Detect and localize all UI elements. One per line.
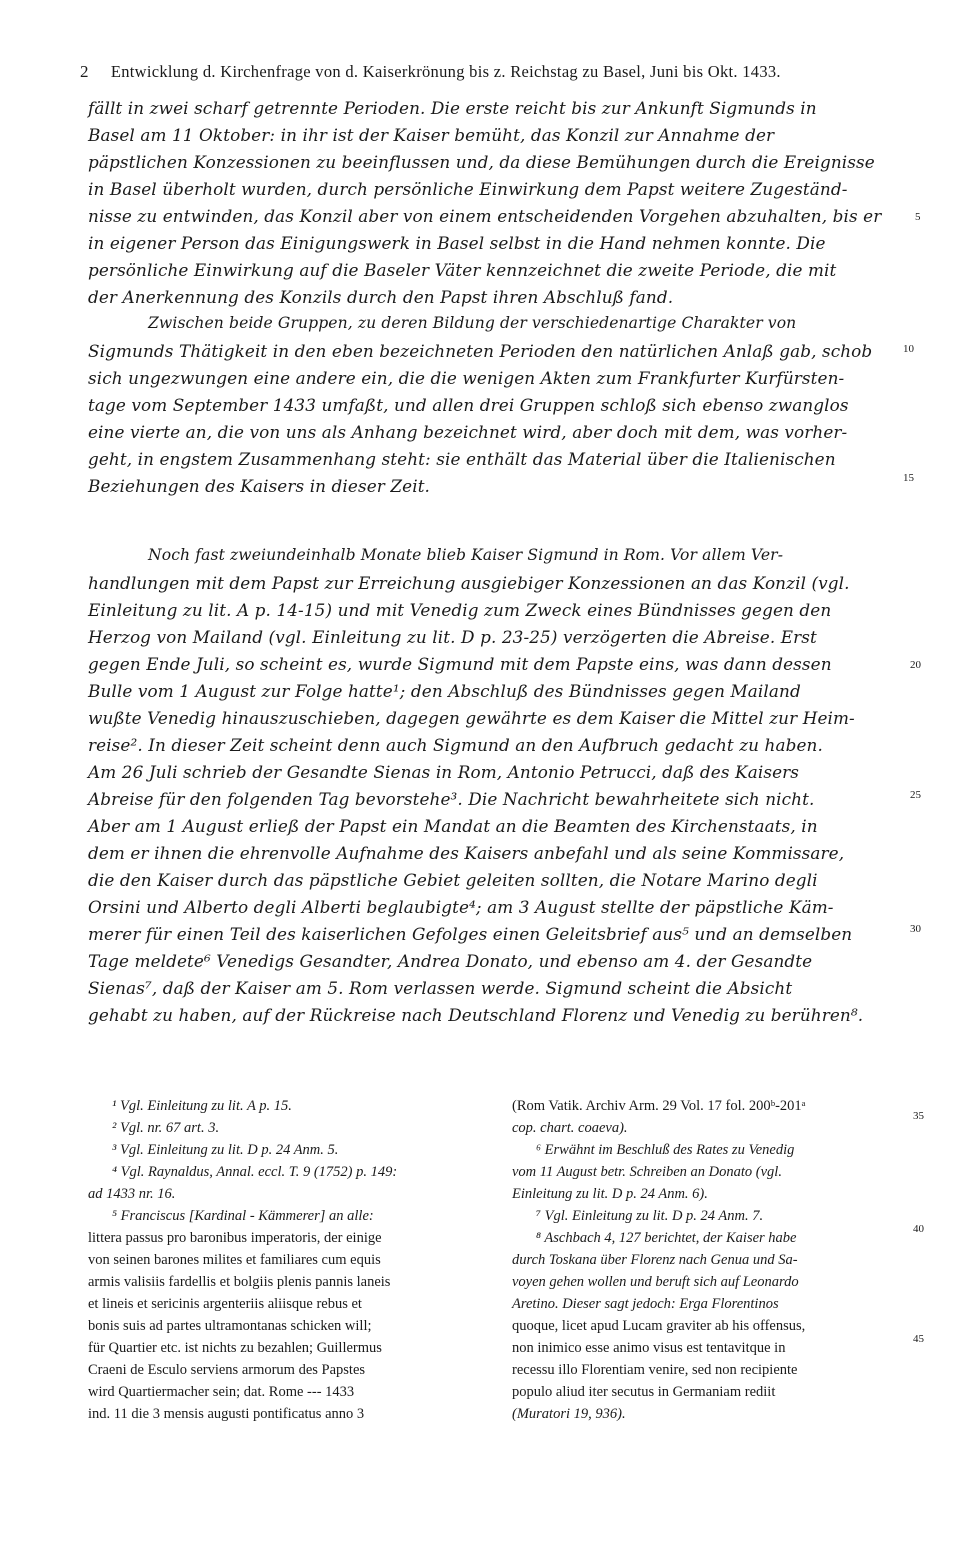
body-line: geht, in engstem Zusammenhang steht: sie enthält das Material über die Italienischen	[88, 449, 836, 469]
body-line: tage vom September 1433 umfaßt, und allen drei Gruppen schloß sich ebenso zwanglos	[88, 395, 849, 415]
footnote-line: wird Quartiermacher sein; dat. Rome --- 1433	[88, 1384, 355, 1400]
body-line: wußte Venedig hinauszuschieben, dagegen gewährte es dem Kaiser die Mittel zur Heim-	[88, 708, 855, 728]
footnote-line: ind. 11 die 3 mensis augusti pontificatus anno 3	[88, 1406, 365, 1422]
body-line: eine vierte an, die von uns als Anhang bezeichnet wird, aber doch mit dem, was vorher-	[88, 422, 848, 442]
body-line: Herzog von Mailand (vgl. Einleitung zu lit. D p. 23-25) verzögerten die Abreise. Erst	[88, 627, 817, 647]
footnote-line: bonis suis ad partes ultramontanas schicken will;	[88, 1318, 372, 1334]
line-number: 30	[910, 923, 921, 935]
body-line: Abreise für den folgenden Tag bevorstehe³. Die Nachricht bewahrheitete sich nicht.	[88, 789, 815, 809]
footnote-line: littera passus pro baronibus imperatoris, der einige	[88, 1230, 382, 1246]
footnote-line: armis valisiis fardellis et bolgiis plenis pannis laneis	[88, 1274, 391, 1290]
footnote-line: non inimico esse animo visus est tentavitque in	[512, 1340, 786, 1356]
footnote-line: ³ Vgl. Einleitung zu lit. D p. 24 Anm. 5.	[112, 1142, 339, 1158]
footnote-line: populo aliud iter secutus in Germaniam rediit	[512, 1384, 776, 1400]
footnote-line: Aretino. Dieser sagt jedoch: Erga Florentinos	[512, 1296, 779, 1312]
body-line: dem er ihnen die ehrenvolle Aufnahme des Kaisers anbefahl und als seine Kommissare,	[88, 843, 845, 863]
body-line: merer für einen Teil des kaiserlichen Gefolges einen Geleitsbrief aus⁵ und an demselben	[88, 924, 853, 944]
footnote-line: Craeni de Esculo serviens armorum des Papstes	[88, 1362, 366, 1378]
footnote-line: (Rom Vatik. Archiv Arm. 29 Vol. 17 fol. 200ᵇ-201ᵃ	[512, 1098, 806, 1114]
body-line: Noch fast zweiundeinhalb Monate blieb Kaiser Sigmund in Rom. Vor allem Ver-	[148, 546, 784, 564]
footnote-line: von seinen barones milites et familiares cum equis	[88, 1252, 381, 1268]
body-line: gegen Ende Juli, so scheint es, wurde Sigmund mit dem Papste eins, was dann dessen	[88, 654, 832, 674]
footnote-line: Einleitung zu lit. D p. 24 Anm. 6).	[512, 1186, 708, 1202]
body-line: reise². In dieser Zeit scheint denn auch Sigmund an den Aufbruch gedacht zu haben.	[88, 735, 823, 755]
footnote-line: ⁶ Erwähnt im Beschluß des Rates zu Venedig	[536, 1142, 795, 1158]
footnote-line: vom 11 August betr. Schreiben an Donato (vgl.	[512, 1164, 782, 1180]
body-line: Beziehungen des Kaisers in dieser Zeit.	[88, 476, 431, 496]
body-line: die den Kaiser durch das päpstliche Gebiet geleiten sollten, die Notare Marino degli	[88, 870, 818, 890]
page-number: 2	[80, 62, 89, 81]
footnote-line: für Quartier etc. ist nichts zu bezahlen; Guillermus	[88, 1340, 382, 1356]
footnote-line: recessu illo Florentiam venire, sed non recipiente	[512, 1362, 798, 1378]
footnote-line: ⁴ Vgl. Raynaldus, Annal. eccl. T. 9 (1752) p. 149:	[112, 1164, 398, 1180]
line-number: 45	[913, 1333, 924, 1345]
footnote-line: et lineis et sericinis argenteriis aliisque rebus et	[88, 1296, 362, 1312]
footnote-line: ⁷ Vgl. Einleitung zu lit. D p. 24 Anm. 7.	[536, 1208, 764, 1224]
running-header	[80, 62, 880, 82]
body-line: Aber am 1 August erließ der Papst ein Mandat an die Beamten des Kirchenstaats, in	[88, 816, 818, 836]
running-title: Entwicklung d. Kirchenfrage von d. Kaiserkrönung bis z. Reichstag zu Basel, Juni bis Okt. 1433.	[110, 62, 781, 81]
body-line: persönliche Einwirkung auf die Baseler Väter kennzeichnet die zweite Periode, die mit	[88, 260, 837, 280]
body-line: fällt in zwei scharf getrennte Perioden. Die erste reicht bis zur Ankunft Sigmunds in	[88, 98, 817, 118]
footnote-line: ¹ Vgl. Einleitung zu lit. A p. 15.	[112, 1098, 292, 1114]
body-line: Am 26 Juli schrieb der Gesandte Sienas in Rom, Antonio Petrucci, daß des Kaisers	[88, 762, 800, 782]
line-number: 25	[910, 789, 921, 801]
body-line: päpstlichen Konzessionen zu beeinflussen und, da diese Bemühungen durch die Ereignisse	[88, 152, 875, 172]
body-line: gehabt zu haben, auf der Rückreise nach Deutschland Florenz und Venedig zu berühren⁸.	[88, 1005, 864, 1025]
body-line: Orsini und Alberto degli Alberti beglaubigte⁴; am 3 August stellte der päpstliche Käm-	[88, 897, 834, 917]
footnote-line: durch Toskana über Florenz nach Genua und Sa-	[512, 1252, 798, 1268]
body-line: Sigmunds Thätigkeit in den eben bezeichneten Perioden den natürlichen Anlaß gab, schob	[88, 341, 873, 361]
line-number: 5	[915, 211, 921, 223]
body-line: Bulle vom 1 August zur Folge hatte¹; den Abschluß des Bündnisses gegen Mailand	[88, 681, 801, 701]
body-line: Basel am 11 Oktober: in ihr ist der Kaiser bemüht, das Konzil zur Annahme der	[88, 125, 775, 145]
body-line: handlungen mit dem Papst zur Erreichung ausgiebiger Konzessionen an das Konzil (vgl.	[88, 573, 850, 593]
footnote-line: ad 1433 nr. 16.	[88, 1186, 176, 1202]
body-line: sich ungezwungen eine andere ein, die die wenigen Akten zum Frankfurter Kurfürsten-	[88, 368, 845, 388]
footnote-line: (Muratori 19, 936).	[512, 1406, 626, 1422]
line-number: 40	[913, 1223, 924, 1235]
footnote-line: ⁸ Aschbach 4, 127 berichtet, der Kaiser habe	[536, 1230, 797, 1246]
line-number: 20	[910, 659, 921, 671]
footnote-line: voyen gehen wollen und beruft sich auf Leonardo	[512, 1274, 799, 1290]
footnote-line: cop. chart. coaeva).	[512, 1120, 628, 1136]
body-line: Tage meldete⁶ Venedigs Gesandter, Andrea Donato, und ebenso am 4. der Gesandte	[88, 951, 813, 971]
line-number: 15	[903, 472, 914, 484]
body-line: Zwischen beide Gruppen, zu deren Bildung der verschiedenartige Charakter von	[148, 314, 797, 332]
line-number: 10	[903, 343, 914, 355]
line-number: 35	[913, 1110, 924, 1122]
body-line: nisse zu entwinden, das Konzil aber von einem entscheidenden Vorgehen abzuhalten, bis er	[88, 206, 882, 226]
body-line: Sienas⁷, daß der Kaiser am 5. Rom verlassen werde. Sigmund scheint die Absicht	[88, 978, 793, 998]
body-line: der Anerkennung des Konzils durch den Papst ihren Abschluß fand.	[88, 287, 674, 307]
footnote-line: ² Vgl. nr. 67 art. 3.	[112, 1120, 220, 1136]
body-line: Einleitung zu lit. A p. 14-15) und mit Venedig zum Zweck eines Bündnisses gegen den	[88, 600, 832, 620]
body-line: in eigener Person das Einigungswerk in Basel selbst in die Hand nehmen konnte. Die	[88, 233, 826, 253]
body-line: in Basel überholt wurden, durch persönliche Einwirkung dem Papst weitere Zugeständ-	[88, 179, 848, 199]
footnote-line: ⁵ Franciscus [Kardinal - Kämmerer] an alle:	[112, 1208, 374, 1224]
footnote-line: quoque, licet apud Lucam graviter ab his offensus,	[512, 1318, 806, 1334]
